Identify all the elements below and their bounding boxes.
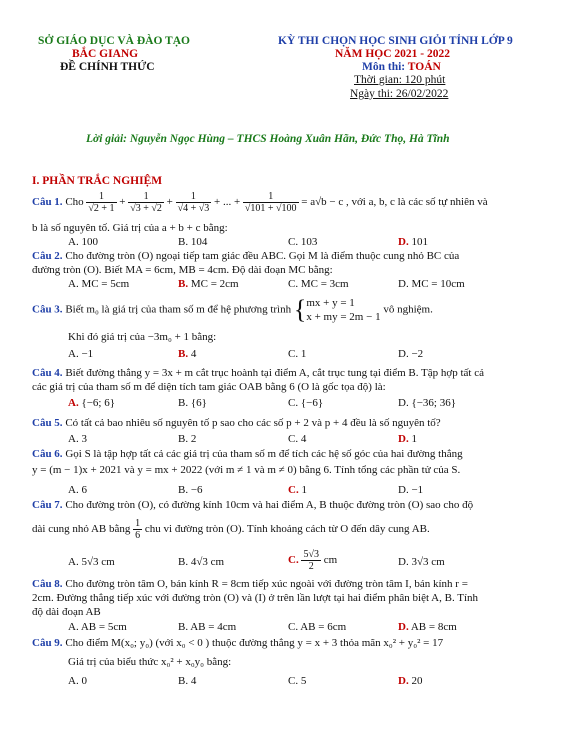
- q3-option-d: D. −2: [398, 348, 424, 360]
- province-name: BẮC GIANG: [72, 48, 139, 60]
- q9-option-a: A. 0: [68, 675, 87, 687]
- q3-label: Câu 3.: [32, 303, 63, 316]
- solver-credit: Lời giải: Nguyễn Ngọc Hùng – THCS Hoàng Xuân Hãn, Đức Thọ, Hà Tĩnh: [86, 133, 450, 145]
- q8-option-d: D. AB = 8cm: [398, 621, 457, 633]
- q4-option-a: A. {−6; 6}: [68, 397, 116, 409]
- q4-line2: các giá trị của tham số m để diện tích tam giác OAB bằng 6 (O là gốc tọa độ) là:: [32, 381, 386, 393]
- q5-option-c: C. 4: [288, 433, 307, 445]
- q2-label: Câu 2.: [32, 250, 63, 262]
- q5-label: Câu 5.: [32, 417, 63, 429]
- subject-label: Môn thi:: [362, 61, 408, 73]
- q3-line2: Khi đó giá trị của −3m₀ + 1 bằng:: [68, 331, 217, 343]
- q6-option-a: A. 6: [68, 484, 87, 496]
- q1-label: Câu 1.: [32, 196, 63, 209]
- q1-mid: + ... +: [213, 196, 241, 209]
- q7-line2: dài cung nhỏ AB bằng $\frac{1}{6}$ chu vi đường tròn (O). Tính khoảng cách từ O đến dây cung AB.: [32, 518, 430, 541]
- q1-line2: b là số nguyên tố. Giá trị của a + b + c bằng:: [32, 222, 228, 234]
- q7-option-b: B. 4√3 cm: [178, 556, 225, 568]
- q5-line1: Câu 5. Có tất cả bao nhiêu số nguyên tố p sao cho các số p + 2 và p + 4 đều là số nguyên tố?: [32, 417, 441, 429]
- exam-title: KỲ THI CHỌN HỌC SINH GIỎI TỈNH LỚP 9: [278, 35, 513, 47]
- q5-option-d: D. 1: [398, 433, 417, 445]
- q3-option-b: B. 4: [178, 348, 197, 360]
- subject-line: [362, 61, 441, 73]
- q1-option-a: A. 100: [68, 236, 98, 248]
- q9-label: Câu 9.: [32, 637, 63, 649]
- q8-option-b: B. AB = 4cm: [178, 621, 237, 633]
- q3-line1: Câu 3. Biết m₀ là giá trị của tham số m để hệ phương trình { mx + y = 1 x + my = 2m − 1 vô nghiệm.: [32, 295, 433, 324]
- exam-date: Ngày thi: 26/02/2022: [350, 88, 449, 100]
- q9-line1: Câu 9. Cho điểm M(x₀; y₀) (với x₀ < 0 ) thuộc đường thẳng y = x + 3 thỏa mãn x₀² + y₀² = 17: [32, 637, 444, 649]
- q2-option-c: C. MC = 3cm: [288, 278, 349, 290]
- q7-label: Câu 7.: [32, 499, 63, 511]
- q3-system: mx + y = 1 x + my = 2m − 1: [306, 297, 381, 323]
- q1-frac3: $\frac{1}{√4 + √3}$: [177, 191, 210, 214]
- q9-option-c: C. 5: [288, 675, 307, 687]
- q1-option-b: B. 104: [178, 236, 208, 248]
- q1-option-d: D. 101: [398, 236, 428, 248]
- q6-label: Câu 6.: [32, 448, 63, 460]
- dept-name: SỞ GIÁO DỤC VÀ ĐÀO TẠO: [38, 35, 190, 47]
- q5-option-a: A. 3: [68, 433, 87, 445]
- subject-value: TOÁN: [407, 61, 441, 73]
- q2-option-b: B. MC = 2cm: [178, 278, 239, 290]
- q8-option-c: C. AB = 6cm: [288, 621, 347, 633]
- q6-option-c: C. 1: [288, 484, 307, 496]
- q1-frac1: $\frac{1}{√2 + 1}$: [88, 191, 115, 214]
- q3-option-c: C. 1: [288, 348, 307, 360]
- q1-frac4: $\frac{1}{√101 + √100}$: [244, 191, 297, 214]
- q4-label: Câu 4.: [32, 367, 63, 379]
- q9-line2: Giá trị của biểu thức x₀² + x₀y₀ bằng:: [68, 656, 232, 668]
- q2-line1: Câu 2. Cho đường tròn (O) ngoại tiếp tam giác đều ABC. Gọi M là điểm thuộc cung nhỏ BC của: [32, 250, 460, 262]
- section-title: I. PHẦN TRẮC NGHIỆM: [32, 175, 163, 187]
- q8-line3: độ dài đoạn AB: [32, 606, 101, 618]
- q2-option-a: A. MC = 5cm: [68, 278, 130, 290]
- q1-post: = a√b − c , với a, b, c là các số tự nhiên và: [301, 196, 488, 209]
- q8-line1: Câu 8. Cho đường tròn tâm O, bán kính R = 8cm tiếp xúc ngoài với đường tròn tâm I, bán kính r =: [32, 578, 468, 590]
- q9-option-b: B. 4: [178, 675, 197, 687]
- q8-label: Câu 8.: [32, 578, 63, 590]
- q1-pre: Cho: [65, 196, 84, 209]
- school-year: NĂM HỌC 2021 - 2022: [335, 48, 450, 60]
- q7-line1: Câu 7. Cho đường tròn (O), có đường kính 10cm và hai điểm A, B thuộc đường tròn (O) sao cho độ: [32, 499, 474, 511]
- q2-option-d: D. MC = 10cm: [398, 278, 465, 290]
- q4-option-c: C. {−6}: [288, 397, 324, 409]
- q7-option-c: C. $\frac{5√3}{2}$ cm: [288, 549, 338, 572]
- q2-line2: đường tròn (O). Biết MA = 6cm, MB = 4cm. Độ dài đoạn MC bằng:: [32, 264, 333, 276]
- q8-line2: 2cm. Đường thẳng tiếp xúc với đường tròn (O) và (I) ở trên lần lượt tại hai điểm phân biệt A, B. Tính: [32, 592, 479, 604]
- q6-option-b: B. −6: [178, 484, 203, 496]
- q9-option-d: D. 20: [398, 675, 423, 687]
- q5-option-b: B. 2: [178, 433, 197, 445]
- q4-option-b: B. {6}: [178, 397, 207, 409]
- q7-frac: $\frac{1}{6}$: [135, 518, 141, 541]
- q1-line1: Câu 1. Cho $\frac{1}{√2 + 1}$ + $\frac{1}{√3 + √2}$ + $\frac{1}{√4 + √3}$ + ... + $\frac{1}{√101 + √100}$ = a√b − c , với a, b, c là các số tự nhiên và: [32, 191, 488, 214]
- exam-duration: Thời gian: 120 phút: [354, 74, 446, 86]
- q6-option-d: D. −1: [398, 484, 424, 496]
- q3-option-a: A. −1: [68, 348, 94, 360]
- q4-line1: Câu 4. Biết đường thẳng y = 3x + m cắt trục hoành tại điểm A, cắt trục tung tại điểm B. Tập hợp tất cả: [32, 367, 484, 379]
- q1-frac2: $\frac{1}{√3 + √2}$: [130, 191, 162, 214]
- q8-option-a: A. AB = 5cm: [68, 621, 127, 633]
- q4-option-d: D. {−36; 36}: [398, 397, 457, 409]
- q7-option-d: D. 3√3 cm: [398, 556, 445, 568]
- q6-line1: Câu 6. Gọi S là tập hợp tất cả các giá trị của tham số m để tích các hệ số góc của hai đường thẳng: [32, 448, 463, 460]
- q6-line2: y = (m − 1)x + 2021 và y = mx + 2022 (với m ≠ 1 và m ≠ 0) bằng 6. Tính tổng các phần tử của S.: [32, 464, 461, 476]
- q1-option-c: C. 103: [288, 236, 318, 248]
- official-label: ĐỀ CHÍNH THỨC: [60, 61, 155, 73]
- q7-option-a: A. 5√3 cm: [68, 556, 115, 568]
